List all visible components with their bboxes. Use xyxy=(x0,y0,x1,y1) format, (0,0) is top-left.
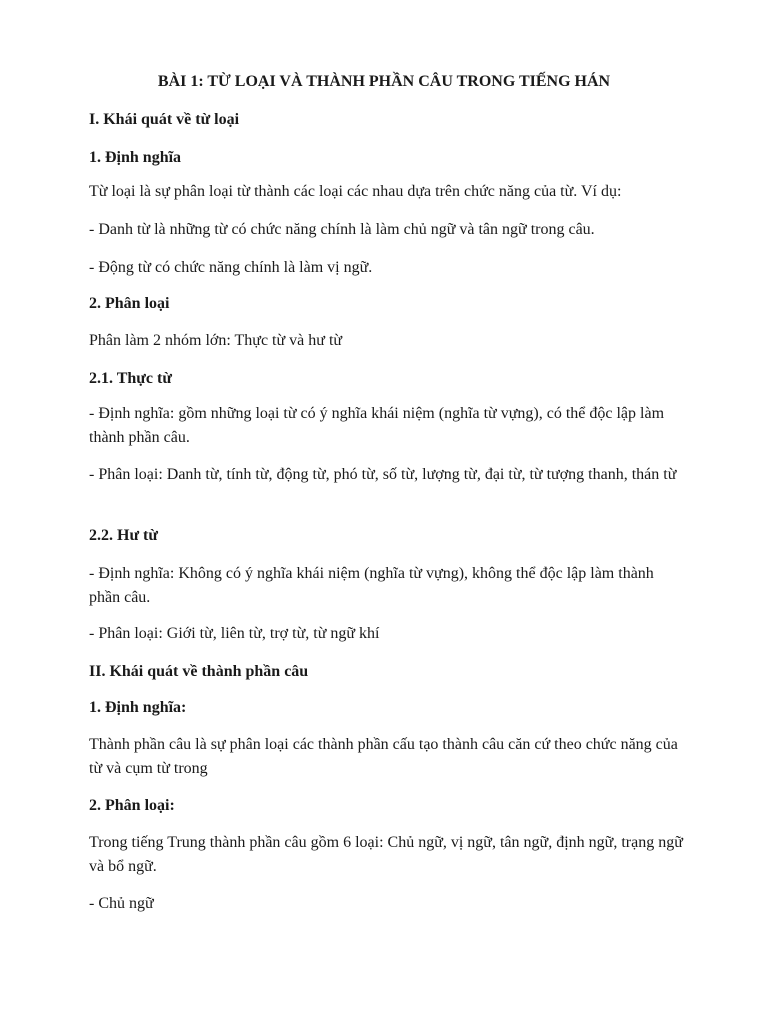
subsection-heading-definition: 1. Định nghĩa xyxy=(89,149,182,166)
subsection-heading-thuc-tu: 2.1. Thực từ xyxy=(89,370,172,387)
paragraph: - Phân loại: Giới từ, liên từ, trợ từ, từ ngữ khí xyxy=(89,625,380,642)
subsection-heading-classification: 2. Phân loại xyxy=(89,295,170,312)
paragraph: - Định nghĩa: Không có ý nghĩa khái niệm (nghĩa từ vựng), không thể độc lập làm thành phần câu. xyxy=(89,565,654,606)
section-heading-2: II. Khái quát về thành phần câu xyxy=(89,663,309,680)
paragraph: Trong tiếng Trung thành phần câu gồm 6 loại: Chủ ngữ, vị ngữ, tân ngữ, định ngữ, trạng ngữ và bổ ngữ. xyxy=(89,834,683,875)
paragraph: - Phân loại: Danh từ, tính từ, động từ, phó từ, số từ, lượng từ, đại từ, từ tượng thanh, thán từ xyxy=(89,466,677,483)
section-heading-1: I. Khái quát về từ loại xyxy=(89,111,240,128)
document-title: BÀI 1: TỪ LOẠI VÀ THÀNH PHẦN CÂU TRONG TIẾNG HÁN xyxy=(157,73,611,90)
paragraph: Từ loại là sự phân loại từ thành các loại các nhau dựa trên chức năng của từ. Ví dụ: xyxy=(89,183,622,200)
paragraph: - Chủ ngữ xyxy=(89,895,154,912)
subsection-heading-definition-2: 1. Định nghĩa: xyxy=(89,699,187,716)
paragraph: Phân làm 2 nhóm lớn: Thực từ và hư từ xyxy=(89,332,343,349)
paragraph: Thành phần câu là sự phân loại các thành phần cấu tạo thành câu căn cứ theo chức năng của từ và cụm từ trong xyxy=(89,736,678,777)
paragraph: - Động từ có chức năng chính là làm vị ngữ. xyxy=(89,259,373,276)
paragraph: - Danh từ là những từ có chức năng chính là làm chủ ngữ và tân ngữ trong câu. xyxy=(89,221,595,238)
paragraph: - Định nghĩa: gồm những loại từ có ý nghĩa khái niệm (nghĩa từ vựng), có thể độc lập làm thành phần câu. xyxy=(89,405,665,446)
subsection-heading-classification-2: 2. Phân loại: xyxy=(89,797,175,814)
subsection-heading-hu-tu: 2.2. Hư từ xyxy=(89,527,158,544)
